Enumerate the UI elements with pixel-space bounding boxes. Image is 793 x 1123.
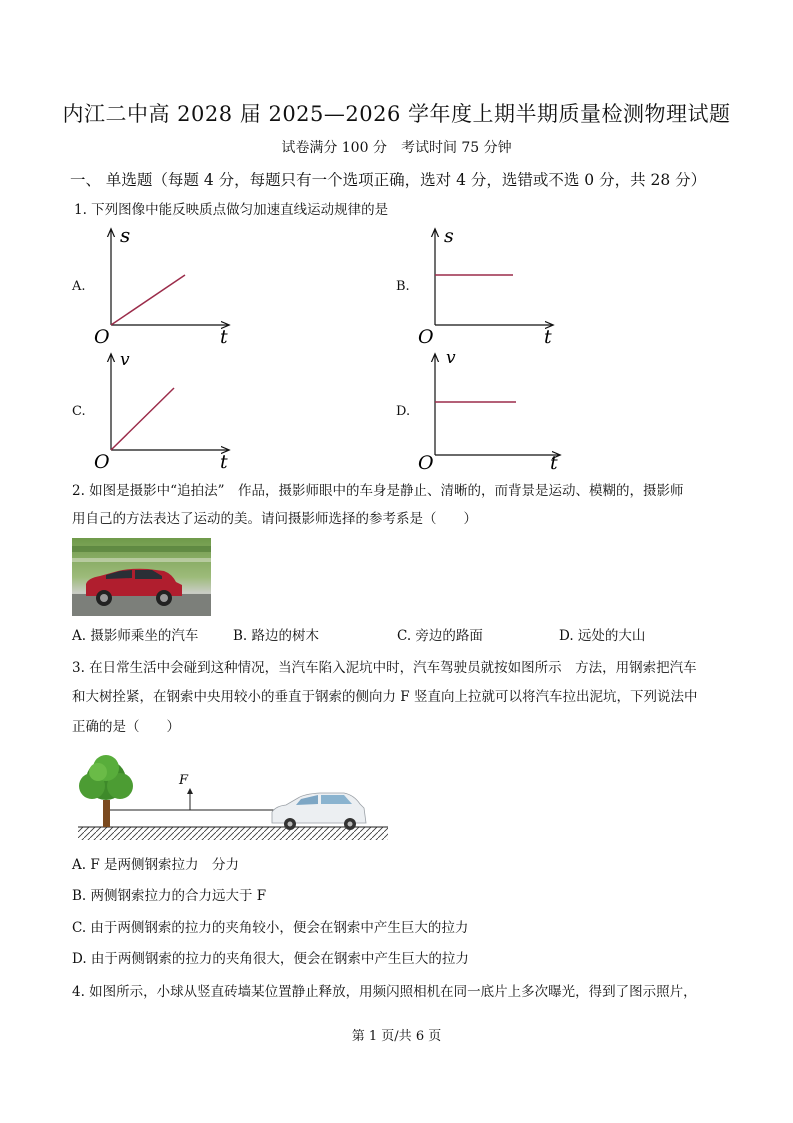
q1-option-a-label: A. <box>72 279 86 294</box>
origin-label: O <box>418 326 434 347</box>
x-axis-label: t <box>220 451 228 472</box>
force-label: F <box>179 773 189 788</box>
q3-option-a: A. F 是两侧钢索拉力 分力 <box>72 857 239 873</box>
section-heading: 一、 单选题（每题 4 分，每题只有一个选项正确，选对 4 分，选错或不选 0 分，共 28 分） <box>70 171 707 189</box>
q1-graph-c <box>90 347 240 472</box>
q1-stem: 1. 下列图像中能反映质点做匀加速直线运动规律的是 <box>74 202 389 218</box>
ground <box>78 827 388 840</box>
y-axis-label: v <box>120 350 130 370</box>
q3-figure-car-tree <box>72 748 390 844</box>
q1-option-d-label: D. <box>396 404 411 419</box>
graph-line <box>111 275 185 325</box>
q2-stem-line1: 2. 如图是摄影中“追拍法” 作品，摄影师眼中的车身是静止、清晰的，而背景是运动、模糊的，摄影师 <box>72 483 684 499</box>
graph-line <box>111 388 174 450</box>
q1-option-b-label: B. <box>396 279 410 294</box>
origin-label: O <box>418 452 434 472</box>
q2-option-d: D. 远处的大山 <box>559 628 646 644</box>
q2-option-b: B. 路边的树木 <box>233 628 320 644</box>
q3-stem-line3: 正确的是（ ） <box>72 719 180 735</box>
tree <box>79 755 133 827</box>
q1-graph-b <box>414 222 564 347</box>
q2-stem-line2: 用自己的方法表达了运动的美。请问摄影师选择的参考系是（ ） <box>72 511 477 527</box>
x-axis-label: t <box>544 326 552 347</box>
x-axis-label: t <box>550 452 558 472</box>
y-axis-label: s <box>120 223 131 247</box>
page-title: 内江二中高 2028 届 2025—2026 学年度上期半期质量检测物理试题 <box>62 102 731 126</box>
x-axis-label: t <box>220 326 228 347</box>
q4-stem-line1: 4. 如图所示，小球从竖直砖墙某位置静止释放，用频闪照相机在同一底片上多次曝光，得到了图示照片， <box>72 984 697 1000</box>
page-footer: 第 1 页/共 6 页 <box>351 1029 442 1044</box>
q3-stem-line1: 3. 在日常生活中会碰到这种情况，当汽车陷入泥坑中时，汽车驾驶员就按如图所示 方法，用钢索把汽车 <box>72 660 697 676</box>
q3-option-b: B. 两侧钢索拉力的合力远大于 F <box>72 888 267 904</box>
q3-stem-line2: 和大树拴紧，在钢索中央用较小的垂直于钢索的侧向力 F 竖直向上拉就可以将汽车拉出泥坑，下列说法中 <box>72 689 698 705</box>
q3-option-c: C. 由于两侧钢索的拉力的夹角较小，便会在钢索中产生巨大的拉力 <box>72 920 469 936</box>
q2-option-c: C. 旁边的路面 <box>397 628 483 644</box>
q1-graph-d <box>414 347 569 472</box>
page-subtitle: 试卷满分 100 分 考试时间 75 分钟 <box>281 140 512 156</box>
y-axis-label: s <box>444 225 454 247</box>
q2-photo-panning-car <box>72 538 211 616</box>
q2-option-a: A. 摄影师乘坐的汽车 <box>72 628 199 644</box>
y-axis-label: v <box>446 348 456 368</box>
q1-option-c-label: C. <box>72 404 86 419</box>
car <box>272 793 366 830</box>
origin-label: O <box>94 451 110 472</box>
q1-graph-a <box>90 222 240 347</box>
origin-label: O <box>94 326 110 347</box>
q3-option-d: D. 由于两侧钢索的拉力的夹角很大，便会在钢索中产生巨大的拉力 <box>72 951 469 967</box>
